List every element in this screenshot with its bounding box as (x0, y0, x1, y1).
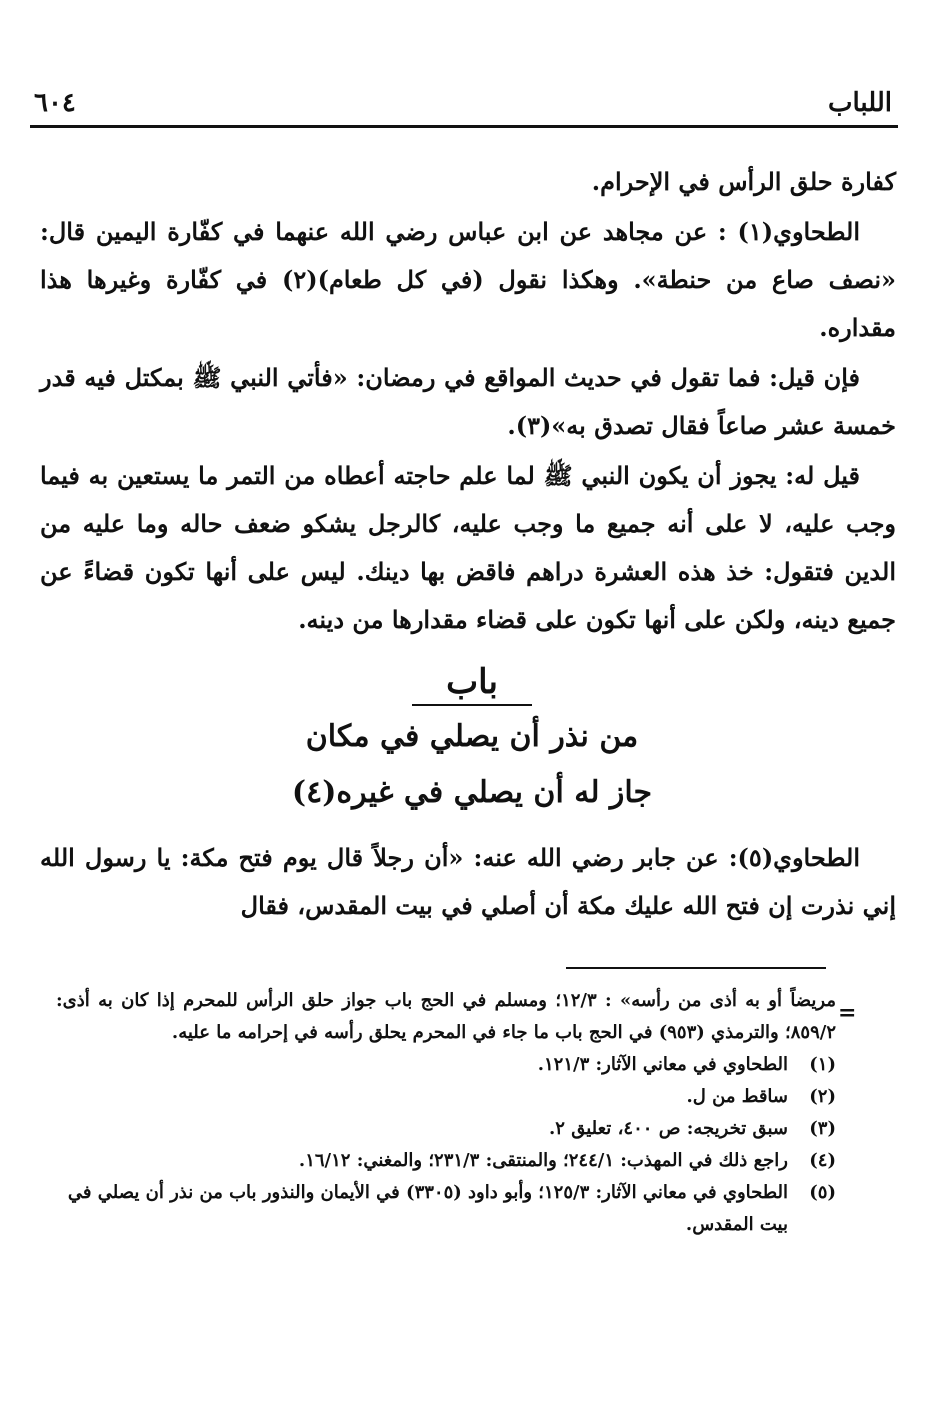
footnote-number: (٥) (809, 1182, 836, 1203)
running-head: اللباب (828, 88, 892, 118)
footnote-text: الطحاوي في معاني الآثار: ١٢١/٣. (537, 1054, 788, 1075)
page-number: ٦٠٤ (34, 88, 76, 118)
footnote-item (56, 1081, 836, 1113)
main-text-block (40, 158, 896, 646)
header-rule (30, 125, 898, 128)
footnote-number: (١) (809, 1054, 836, 1075)
footnote-continuation: مريضاً أو به أذى من رأسه» : ١٢/٣؛ ومسلم في الحج باب جواز حلق الرأس للمحرم إذا كان به أذى: ٨٥٩/٢؛ والترمذي (٩٥٣) في الحج باب ما جاء في المحرم يحلق رأسه في إحرامه ما عليه. (56, 990, 836, 1043)
footnote-item (56, 1113, 836, 1145)
chapter-text-block (40, 834, 896, 930)
chapter-title-line-2: جاز له أن يصلي في غيره(٤) (291, 775, 653, 810)
footnote-item (56, 1177, 836, 1241)
footnote-item (56, 1049, 836, 1081)
footnote-list (56, 1049, 836, 1241)
continuation-mark: = (838, 1000, 857, 1026)
chapter-heading (0, 662, 944, 818)
footnote-text: سبق تخريجه: ص ٤٠٠، تعليق ٢. (549, 1118, 788, 1139)
footnote-text: ساقط من ل. (686, 1086, 788, 1107)
footnote-text: راجع ذلك في المهذب: ٢٤٤/١؛ والمنتقى: ٢٣١/٣؛ والمغني: ١٦/١٢. (298, 1150, 788, 1171)
chapter-paragraph-1: الطحاوي(٥): عن جابر رضي الله عنه: «أن رجلاً قال يوم فتح مكة: يا رسول الله إني نذرت إن فتح الله عليك مكة أن أصلي في بيت المقدس، فقال (40, 843, 896, 920)
page-header (30, 82, 898, 128)
paragraph-4: قيل له: يجوز أن يكون النبي ﷺ لما علم حاجته أعطاه من التمر ما يستعين به فيما وجب عليه، لا على أنه جميع ما وجب عليه، كالرجل يشكو ضعف حاله وما عليه من الدين فتقول: خذ هذه العشرة دراهم فاقض بها دينك. ليس على أنها تكون قضاءً عن جميع دينه، ولكن على أنها تكون على قضاء مقدارها من دينه. (40, 461, 896, 634)
chapter-title-line-1: من نذر أن يصلي في مكان (305, 719, 639, 754)
paragraph-2: الطحاوي(١) : عن مجاهد عن ابن عباس رضي الله عنهما في كفّارة اليمين قال: «نصف صاع من حنطة». وهكذا نقول (في كل طعام)(٢) في كفّارة وغيرها هذا مقداره. (40, 217, 896, 342)
footnote-text: الطحاوي في معاني الآثار: ١٢٥/٣؛ وأبو داود (٣٣٠٥) في الأيمان والنذور باب من نذر أن يصلي في بيت المقدس. (67, 1182, 788, 1235)
footnote-number: (٢) (809, 1086, 836, 1107)
footnotes (56, 985, 836, 1241)
chapter-label: باب (412, 662, 532, 706)
paragraph-3: فإن قيل: فما تقول في حديث المواقع في رمضان: «فأتي النبي ﷺ بمكتل فيه قدر خمسة عشر صاعاً فقال تصدق به»(٣). (40, 363, 896, 440)
footnote-number: (٤) (809, 1150, 836, 1171)
paragraph-1: كفارة حلق الرأس في الإحرام. (591, 167, 896, 196)
footnote-separator (566, 967, 826, 969)
footnote-item (56, 1145, 836, 1177)
footnote-number: (٣) (809, 1118, 836, 1139)
